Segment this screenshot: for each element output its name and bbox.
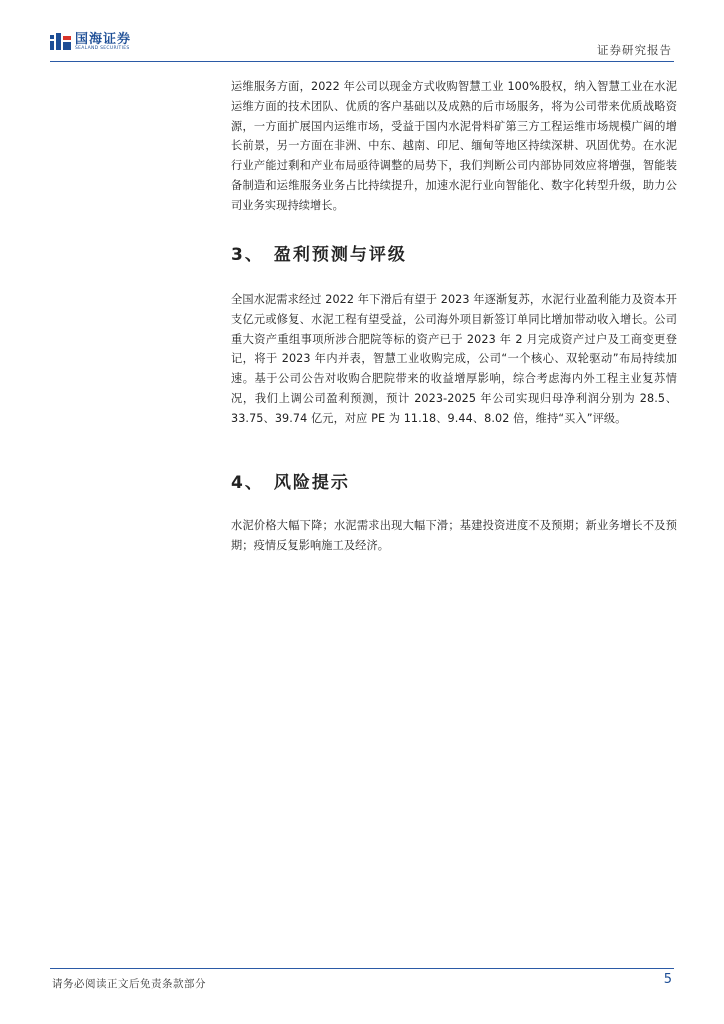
header-divider	[50, 61, 674, 62]
section-title: 盈利预测与评级	[273, 245, 407, 265]
section-heading-risk	[231, 468, 350, 493]
paragraph-risk-warning: 水泥价格大幅下降；水泥需求出现大幅下滑；基建投资进度不及预期；新业务增长不及预期；疫情反复影响施工及经济。	[231, 519, 677, 552]
section-title: 风险提示	[273, 473, 350, 493]
footer-divider	[50, 968, 674, 969]
sealand-logo	[50, 33, 142, 53]
section-number: 3、	[231, 245, 264, 265]
page-header	[0, 0, 724, 64]
paragraph-operations-service: 运维服务方面，2022 年公司以现金方式收购智慧工业 100%股权，纳入智慧工业在水泥运维方面的技术团队、优质的客户基础以及成熟的后市场服务，将为公司带来优质战略资源，一方面扩展国内运维市场，受益于国内水泥骨料矿第三方工程运维市场规模广阔的增长前景，另一方面在非洲、中东、越南、印尼、缅甸等地区持续深耕、巩固优势。在水泥行业产能过剩和产业布局亟待调整的局势下，我们判断公司内部协同效应将增强，智能装备制造和运维服务业务占比持续提升，加速水泥行业向智能化、数字化转型升级，助力公司业务实现持续增长。	[231, 80, 677, 212]
report-type-label: 证券研究报告	[597, 43, 672, 57]
section-number: 4、	[231, 473, 264, 493]
paragraph-profit-forecast: 全国水泥需求经过 2022 年下滑后有望于 2023 年逐渐复苏，水泥行业盈利能力及资本开支亿元或修复、水泥工程有望受益，公司海外项目新签订单同比增加带动收入增长。公司重大资产重组事项所涉合肥院等标的资产已于 2023 年 2 月完成资产过户及工商变更登记，将于 2023 年内并表，智慧工业收购完成，公司“一个核心、双轮驱动”布局持续加速。基于公司公告对收购合肥院带来的收益增厚影响，综合考虑海内外工程主业复苏情况，我们上调公司盈利预测，预计 2023-2025 年公司实现归母净利润分别为 28.5、33.75、39.74 亿元，对应 PE 为 11.18、9.44、8.02 倍，维持“买入”评级。	[231, 293, 677, 425]
section-heading-profit-forecast	[231, 240, 407, 265]
page-number: 5	[663, 972, 672, 987]
sealand-logo-icon	[50, 33, 72, 51]
logo-chinese-name: 国海证券	[75, 32, 132, 47]
disclaimer-note: 请务必阅读正文后免责条款部分	[52, 978, 206, 990]
logo-english-name: SEALAND SECURITIES	[75, 46, 130, 51]
